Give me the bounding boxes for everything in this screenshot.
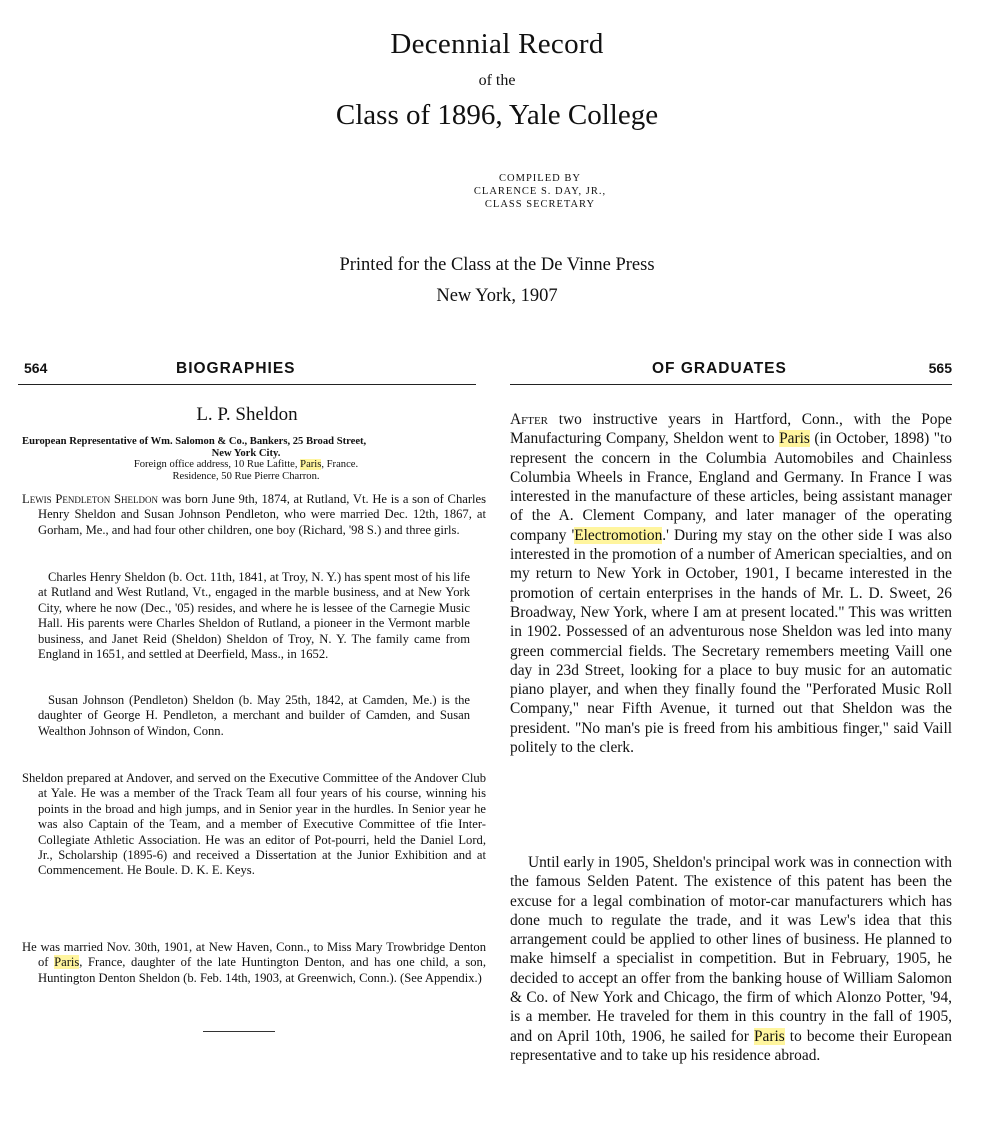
patent-text-b: to become their European representative and to take up his residence abroad. xyxy=(510,1027,952,1064)
left-running-title: BIOGRAPHIES xyxy=(176,360,296,377)
highlighted-electromotion: Electromotion xyxy=(574,526,663,544)
career-text-a: two instructive years in Hartford, Conn., with the Pope Manufacturing Company, Sheldon went to xyxy=(510,411,952,448)
compiled-label: COMPILED BY xyxy=(499,173,581,184)
affiliation-line1: European Representative of Wm. Salomon & Co., Bankers, 25 Broad Street, xyxy=(22,436,367,447)
bio-paragraph-father: Charles Henry Sheldon (b. Oct. 11th, 1841, at Troy, N. Y.) has spent most of his life at Rutland and West Rutland, Vt., engaged in the marble business, and at New York City, where he now (Dec., '05) resides, and where he is lessee of the Carnegie Music Hall. His parents were Charles Sheldon of Rutland, a pioneer in the Vermont marble business, and Janet Reid (Sheldon) Sheldon of Troy, N. Y. The family came from England in 1651, and settled at Deerfield, Mass., in 1652. xyxy=(38,570,470,662)
career-text-b: (in October, 1898) "to represent the concern in the Columbia Automobiles and Chainless Columbia Wheels in France, England and Germany. In France I was interested in the manufacture of these articles, being assistant manager of the A. Clement Company, and later manager of the operating company ' xyxy=(510,430,952,544)
bio-paragraph-marriage xyxy=(22,940,486,986)
patent-text-a: Until early in 1905, Sheldon's principal work was in connection with the famous Selden Patent. The existence of this patent has been the excuse for a legal combination of motor-car manufacturers which has done much to regulate the trade, and it was Lew's idea that this arrangement could be applied to other lines of business. He planned to make himself a specialist in competition. But in February, 1905, he decided to accept an offer from the banking house of William Salomon & Co. of New York and Chicago, the firm of which Alonzo Potter, '94, is a member. He traveled for them in this country in the fall of 1905, and on April 10th, 1906, he sailed for xyxy=(510,854,952,1045)
highlighted-paris: Paris xyxy=(300,459,322,471)
marriage-text-a: He was married Nov. 30th, 1901, at New Haven, Conn., to Miss Mary Trowbridge Denton of xyxy=(22,940,486,970)
right-running-title: OF GRADUATES xyxy=(652,360,787,377)
highlighted-paris: Paris xyxy=(753,1027,785,1045)
compiler-role: CLASS SECRETARY xyxy=(484,199,596,210)
right-page-number: 565 xyxy=(928,360,952,376)
marriage-text-b: , France, daughter of the late Huntington Denton, and has one child, a son, Huntington Denton Sheldon (b. Feb. 14th, 1903, at Greenwich, Conn.). (See Appendix.) xyxy=(38,955,487,985)
affiliation-line2: New York City. xyxy=(211,447,281,459)
bio-paragraph-mother: Susan Johnson (Pendleton) Sheldon (b. May 25th, 1842, at Camden, Me.) is the daughter of George H. Pendleton, a merchant and builder of Camden, and Susan Wealthon Johnson of Windon, Conn. xyxy=(38,693,470,738)
compiled-by-block xyxy=(440,172,640,211)
bio-birth-text: was born June 9th, 1874, at Rutland, Vt. He is a son of Charles Henry Sheldon and Susan Johnson Pendleton, who were married Dec. 12th, 1867, at Gorham, Me., and had four other children, one boy (Richard, '98 S.) and three girls. xyxy=(38,492,487,537)
section-divider xyxy=(203,1031,275,1032)
publication-place-year: New York, 1907 xyxy=(436,286,558,306)
left-running-head xyxy=(18,360,476,385)
office-prefix: Foreign office address, 10 Rue Lafitte, xyxy=(133,459,301,471)
printer-line: Printed for the Class at the De Vinne Press xyxy=(339,255,655,275)
book-title-of: of the xyxy=(478,72,516,89)
career-paragraph xyxy=(510,410,952,757)
patent-paragraph xyxy=(510,853,952,1065)
bio-paragraph-birth xyxy=(22,492,486,538)
affiliation-block xyxy=(22,436,470,482)
highlighted-paris: Paris xyxy=(54,955,80,970)
foreign-office-address xyxy=(22,459,470,471)
career-lead-word: After xyxy=(510,411,549,428)
bio-paragraph-education: Sheldon prepared at Andover, and served on the Executive Committee of the Andover Club at Yale. He was a member of the Track Team all four years of his course, winning his points in the broad and high jumps, and in Senior year in the hurdles. In Senior year he was also Captain of the Team, and a member of Executive Committee of tfie Inter-Collegiate Athletic Association. He was an editor of Pot-pourri, held the Daniel Lord, Jr., Scholarship (1895-6) and received a Dissertation at the Junior Exhibition and at Commencement. He Boule. D. K. E. Keys. xyxy=(22,771,486,878)
highlighted-paris: Paris xyxy=(779,430,810,448)
book-title: Decennial Record xyxy=(390,28,604,60)
bio-lead-name: Lewis Pendleton Sheldon xyxy=(22,492,158,506)
office-suffix: , France. xyxy=(321,459,359,471)
career-text-c: .' During my stay on the other side I was also interested in the promotion of a number of American specialties, and on my return to New York in October, 1901, I became interested in the promotion of certain enterprises in the hands of Mr. L. D. Sweet, 26 Broadway, New York, where I am at present located." This was written in 1902. Possessed of an adventurous nose Sheldon was led into many green commercial fields. The Secretary remembers meeting Vaill one day in 23d Street, looking for a place to buy music for an automatic piano player, and when they finally found the "Perforated Music Roll Company," near Fifth Avenue, it turned out that Sheldon was the president. "No man's pie is freed from his ambitious finger," said Vaill politely to the clerk. xyxy=(510,526,952,757)
residence-address: Residence, 50 Rue Pierre Charron. xyxy=(172,470,320,482)
book-subtitle: Class of 1896, Yale College xyxy=(335,99,659,131)
right-running-head xyxy=(510,360,952,385)
left-page-number: 564 xyxy=(24,360,48,376)
biography-name: L. P. Sheldon xyxy=(196,404,298,425)
compiler-name: CLARENCE S. DAY, JR., xyxy=(473,186,607,197)
